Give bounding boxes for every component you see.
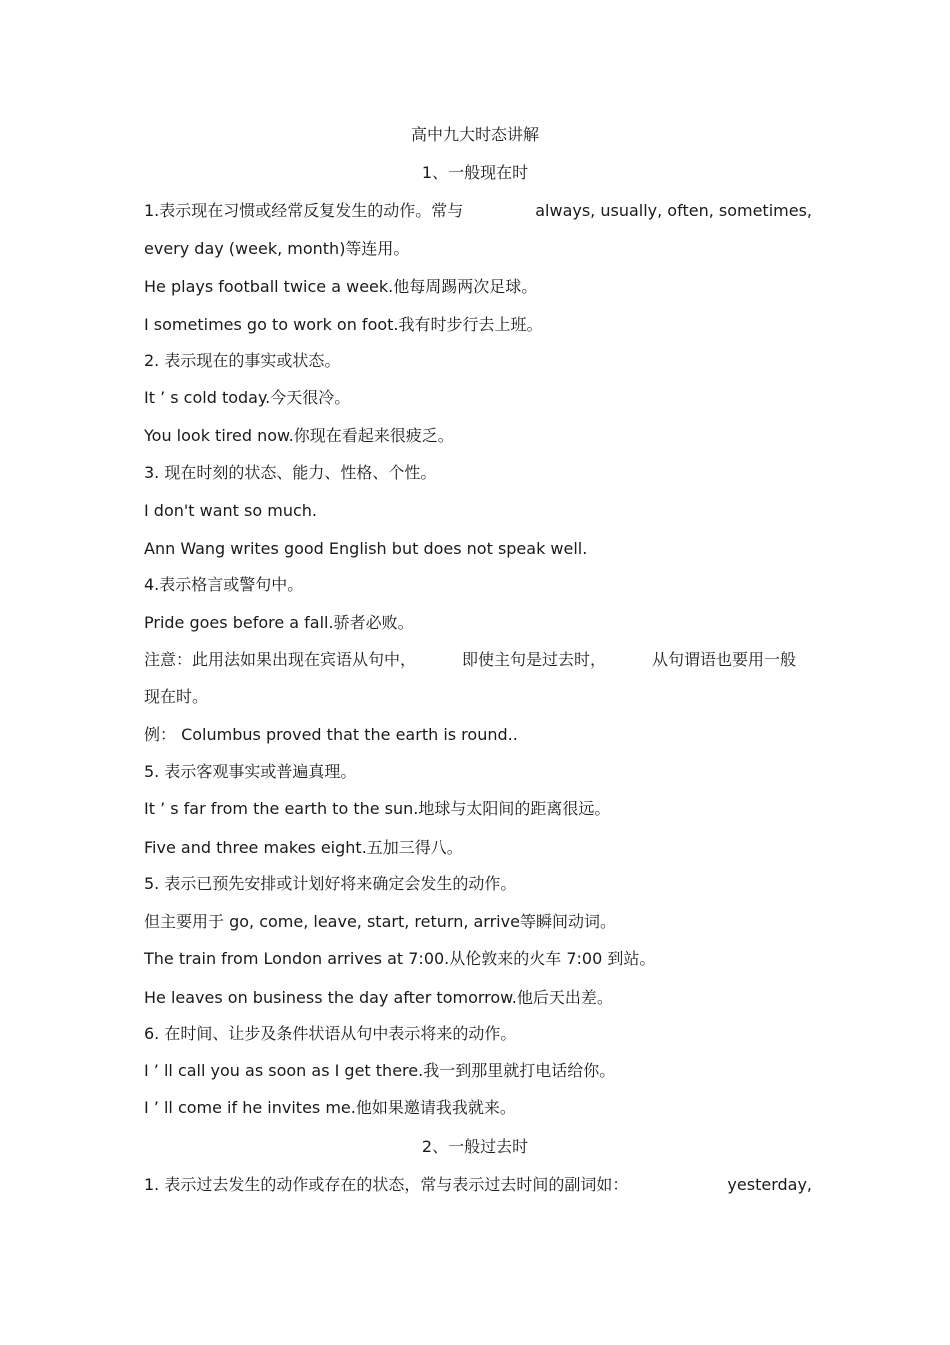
example-sentence: 例： Columbus proved that the earth is round..	[144, 725, 518, 744]
paragraph-line	[144, 196, 812, 226]
usage-text: 1.表示现在习惯或经常反复发生的动作。常与	[144, 201, 464, 220]
paragraph-line: every day (week, month)等连用。	[144, 239, 410, 258]
usage-point: 3. 现在时刻的状态、能力、性格、个性。	[144, 463, 437, 482]
example-sentence: Five and three makes eight.五加三得八。	[144, 838, 463, 857]
section-heading-past-simple: 2、一般过去时	[421, 1137, 529, 1156]
example-sentence: You look tired now.你现在看起来很疲乏。	[144, 426, 454, 445]
usage-point: 但主要用于 go, come, leave, start, return, arrive等瞬间动词。	[144, 912, 616, 931]
example-sentence: It ’ s cold today.今天很冷。	[144, 388, 351, 407]
example-sentence: It ’ s far from the earth to the sun.地球与太阳间的距离很远。	[144, 799, 611, 818]
note-text: 从句谓语也要用一般	[651, 650, 796, 669]
usage-point: 4.表示格言或警句中。	[144, 575, 304, 594]
note-text: 即使主句是过去时，	[461, 650, 606, 669]
example-sentence: I sometimes go to work on foot.我有时步行去上班。	[144, 315, 543, 334]
example-sentence: He plays football twice a week.他每周踢两次足球。	[144, 277, 538, 296]
example-sentence: I ’ ll call you as soon as I get there.我一到那里就打电话给你。	[144, 1061, 616, 1080]
note-line	[144, 645, 796, 675]
example-sentence: I don't want so much.	[144, 501, 317, 520]
example-sentence: The train from London arrives at 7:00.从伦敦来的火车 7:00 到站。	[144, 949, 656, 968]
example-sentence: Pride goes before a fall.骄者必败。	[144, 613, 414, 632]
usage-point: 2. 表示现在的事实或状态。	[144, 351, 341, 370]
document-title: 高中九大时态讲解	[410, 125, 539, 144]
note-text: 注意：此用法如果出现在宾语从句中，	[144, 650, 417, 669]
usage-text-continued: yesterday,	[727, 1175, 812, 1194]
section-heading-present-simple: 1、一般现在时	[421, 163, 529, 182]
usage-text-continued: always, usually, often, sometimes,	[535, 201, 812, 220]
example-sentence: He leaves on business the day after tomorrow.他后天出差。	[144, 988, 613, 1007]
usage-point: 6. 在时间、让步及条件状语从句中表示将来的动作。	[144, 1024, 517, 1043]
example-sentence: Ann Wang writes good English but does not speak well.	[144, 539, 588, 558]
paragraph-line	[144, 1170, 812, 1200]
example-sentence: I ’ ll come if he invites me.他如果邀请我我就来。	[144, 1098, 516, 1117]
usage-text: 1. 表示过去发生的动作或存在的状态，常与表示过去时间的副词如：	[144, 1175, 629, 1194]
note-line: 现在时。	[144, 687, 209, 706]
usage-point: 5. 表示已预先安排或计划好将来确定会发生的动作。	[144, 874, 517, 893]
usage-point: 5. 表示客观事实或普遍真理。	[144, 762, 357, 781]
